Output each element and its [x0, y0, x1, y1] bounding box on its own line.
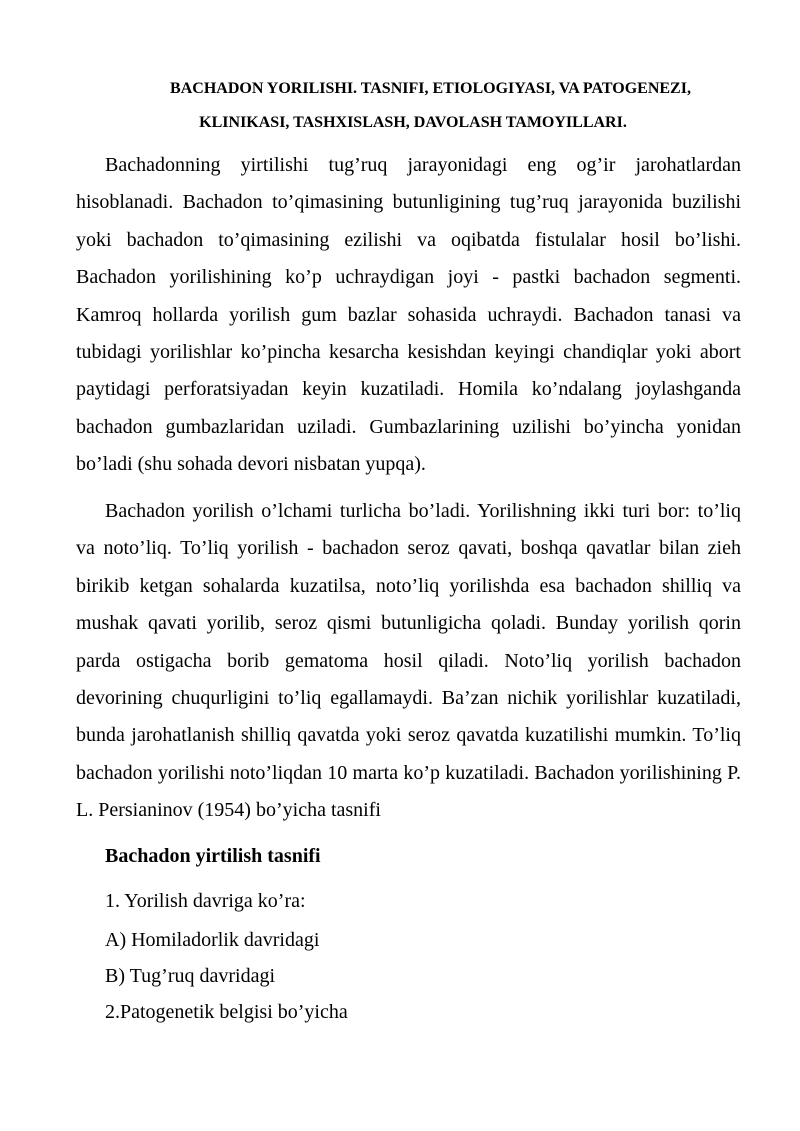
- list-item: A) Homiladorlik davridagi: [105, 929, 320, 951]
- document-title: [76, 72, 740, 140]
- title-line-2: KLINIKASI, TASHXISLASH, DAVOLASH TAMOYILLARI.: [199, 114, 627, 131]
- list-item: B) Tug’ruq davridagi: [105, 965, 275, 987]
- classification-heading: Bachadon yirtilish tasnifi: [105, 845, 321, 867]
- title-line-1: BACHADON YORILISHI. TASNIFI, ETIOLOGIYASI, VA PATOGENEZI,: [170, 80, 691, 97]
- list-item: 1. Yorilish davriga ko’ra:: [105, 890, 306, 912]
- paragraph-2: Bachadon yorilish o’lchami turlicha bo’ladi. Yorilishning ikki turi bor: to’liq va noto’liq. To’liq yorilish - bachadon seroz qavati, boshqa qavatlar bilan zieh birikib ketgan sohalarda kuzatilsa, noto’liq yorilishda esa bachadon shilliq va mushak qavati yorilib, seroz qismi butunligicha qoladi. Bunday yorilish qorin parda ostigacha borib gematoma hosil qiladi. Noto’liq yorilish bachadon devorining chuqurligini to’liq egallamaydi. Ba’zan nichik yorilishlar kuzatiladi, bunda jarohatlanish shilliq qavatda yoki seroz qavatda kuzatilishi mumkin. To’liq bachadon yorilishi noto’liqdan 10 marta ko’p kuzatiladi. Bachadon yorilishining P. L. Persianinov (1954) bo’yicha tasnifi: [76, 500, 741, 822]
- paragraph-1: Bachadonning yirtilishi tug’ruq jarayonidagi eng og’ir jarohatlardan hisoblanadi. Bachadon to’qimasining butunligining tug’ruq jarayonida buzilishi yoki bachadon to’qimasining ezilishi va oqibatda fistulalar hosil bo’lishi. Bachadon yorilishining ko’p uchraydigan joyi - pastki bachadon segmenti. Kamroq hollarda yorilish gum bazlar sohasida uchraydi. Bachadon tanasi va tubidagi yorilishlar ko’pincha kesarcha kesishdan keyingi chandiqlar yoki abort paytidagi perforatsiyadan keyin kuzatiladi. Homila ko’ndalang joylashganda bachadon gumbazlaridan uziladi. Gumbazlarining uzilishi bo’yincha yonidan bo’ladi (shu sohada devori nisbatan yupqa).: [76, 154, 741, 476]
- list-item: 2.Patogenetik belgisi bo’yicha: [105, 1001, 348, 1023]
